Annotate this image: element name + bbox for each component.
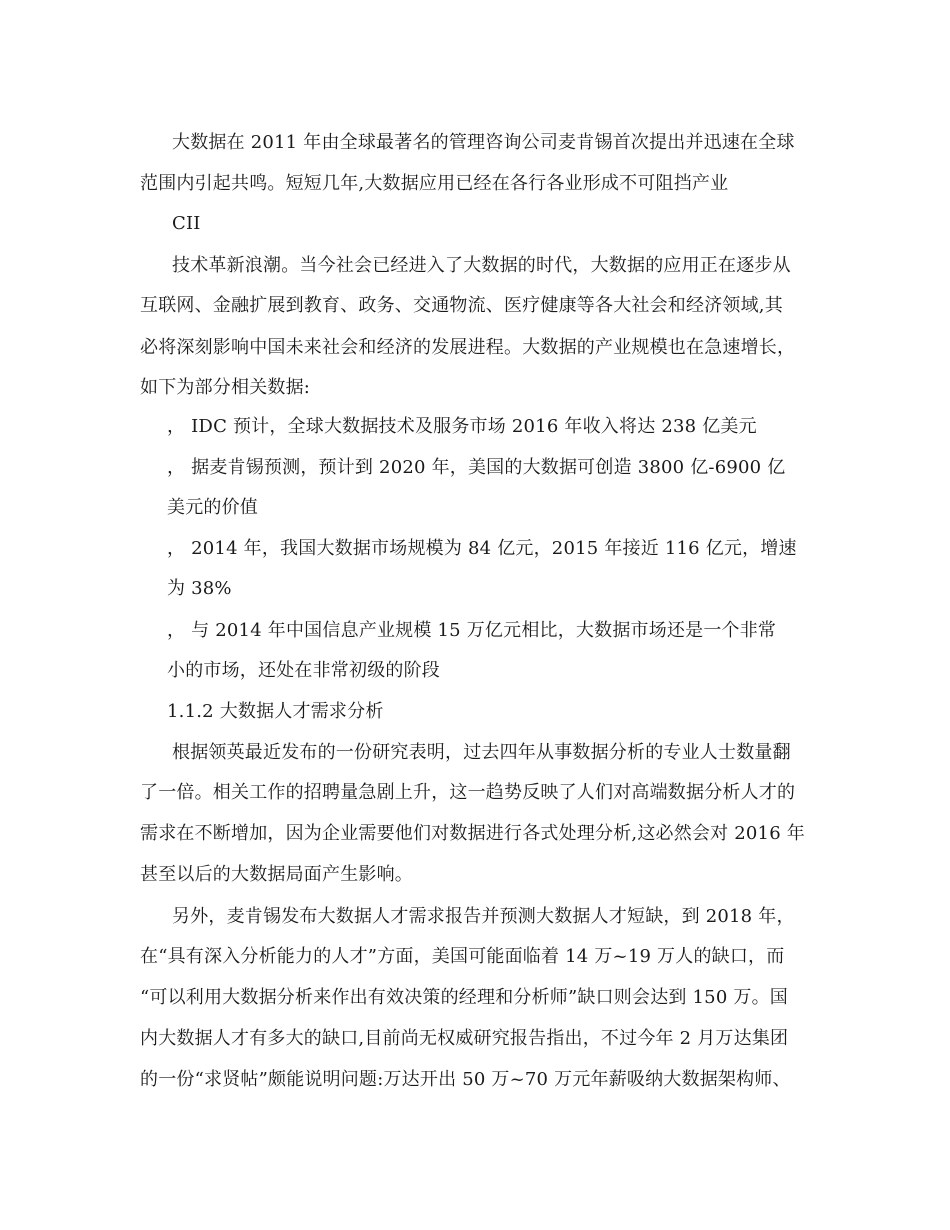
paragraph-line: 必将深刻影响中国未来社会和经济的发展进程。大数据的产业规模也在急速增长， — [140, 337, 796, 358]
bullet-line: 为 38% — [167, 578, 232, 599]
paragraph-line: CII — [172, 213, 201, 234]
bullet-line: ， IDC 预计，全球大数据技术及服务市场 2016 年收入将达 238 亿美元 — [167, 416, 757, 437]
paragraph-line: 了一倍。相关工作的招聘量急剧上升，这一趋势反映了人们对高端数据分析人才的 — [140, 782, 796, 803]
paragraph-line: 在“具有深入分析能力的人才”方面，美国可能面临着 14 万~19 万人的缺口，而 — [140, 946, 785, 967]
paragraph-line: 需求在不断增加，因为企业需要他们对数据进行各式处理分析,这必然会对 2016 年 — [140, 823, 805, 844]
paragraph-line: 大数据在 2011 年由全球最著名的管理咨询公司麦肯锡首次提出并迅速在全球 — [172, 132, 795, 153]
paragraph-line: 如下为部分相关数据: — [140, 377, 311, 398]
paragraph-line: 内大数据人才有多大的缺口,目前尚无权威研究报告指出，不过今年 2 月万达集团 — [140, 1028, 789, 1049]
bullet-line: 美元的价值 — [167, 497, 258, 518]
paragraph-line: “可以利用大数据分析来作出有效决策的经理和分析师”缺口则会达到 150 万。国 — [140, 987, 789, 1008]
paragraph-line: 根据领英最近发布的一份研究表明，过去四年从事数据分析的专业人士数量翻 — [172, 742, 791, 763]
paragraph-line: 甚至以后的大数据局面产生影响。 — [140, 864, 413, 885]
bullet-line: ， 2014 年，我国大数据市场规模为 84 亿元，2015 年接近 116 亿元，增速 — [167, 538, 797, 559]
bullet-line: ， 据麦肯锡预测，预计到 2020 年，美国的大数据可创造 3800 亿-6900 亿 — [167, 457, 786, 478]
paragraph-line: 技术革新浪潮。当今社会已经进入了大数据的时代，大数据的应用正在逐步从 — [172, 255, 791, 276]
bullet-line: 小的市场，还处在非常初级的阶段 — [167, 660, 440, 681]
paragraph-line: 的一份“求贤帖”颇能说明问题:万达开出 50 万~70 万元年薪吸纳大数据架构师、 — [140, 1069, 791, 1090]
paragraph-line: 范围内引起共鸣。短短几年,大数据应用已经在各行各业形成不可阻挡产业 — [140, 173, 729, 194]
section-heading: 1.1.2 大数据人才需求分析 — [167, 701, 384, 722]
bullet-line: ， 与 2014 年中国信息产业规模 15 万亿元相比，大数据市场还是一个非常 — [167, 620, 777, 641]
paragraph-line: 另外，麦肯锡发布大数据人才需求报告并预测大数据人才短缺，到 2018 年， — [172, 906, 795, 927]
paragraph-line: 互联网、金融扩展到教育、政务、交通物流、医疗健康等各大社会和经济领域,其 — [140, 295, 783, 316]
